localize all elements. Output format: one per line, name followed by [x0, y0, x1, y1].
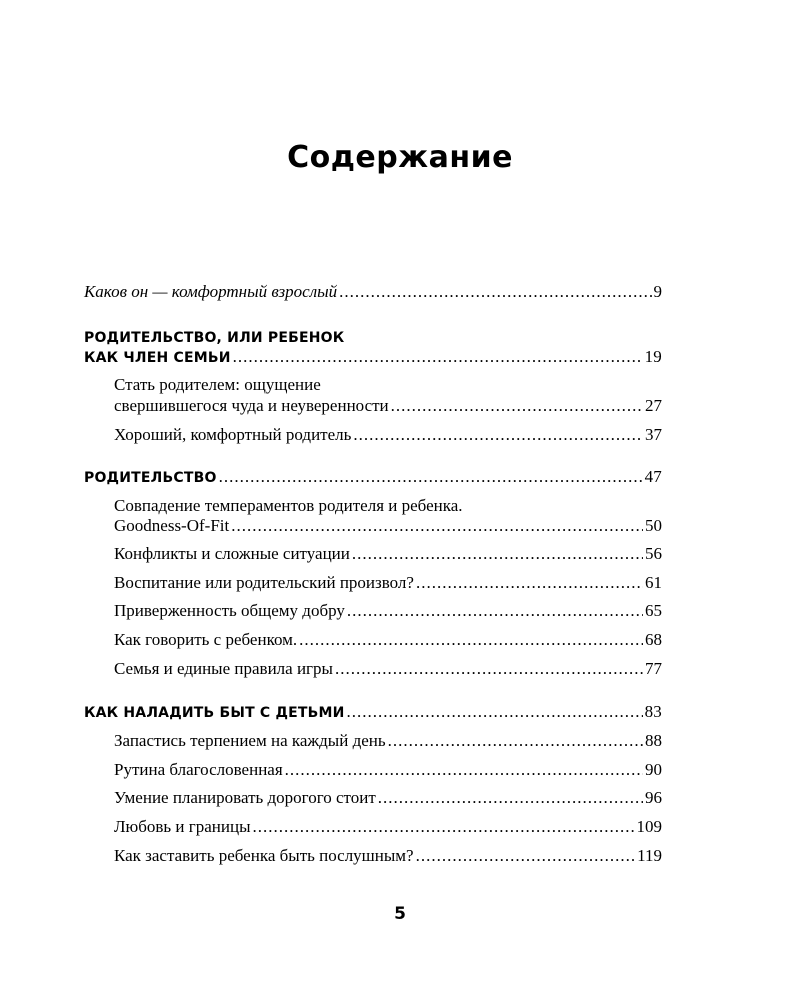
toc-page-number: 37 — [645, 425, 662, 444]
dot-leader — [347, 600, 643, 622]
toc-page-number: 119 — [637, 846, 662, 865]
dot-leader — [285, 759, 643, 781]
dot-leader — [378, 787, 643, 809]
toc-entry-title: Хороший, комфортный родитель — [114, 425, 352, 444]
toc-entry[interactable] — [114, 572, 662, 594]
section-heading-title: РОДИТЕЛЬСТВО — [84, 470, 217, 486]
toc-page-number: 90 — [645, 760, 662, 779]
toc-entry-title: Goodness-Of-Fit — [114, 516, 230, 535]
toc-entry-title: Любовь и границы — [114, 817, 251, 836]
toc-entry-title: Как говорить с ребенком. — [114, 630, 298, 649]
dot-leader — [233, 346, 643, 368]
toc-entry[interactable] — [114, 759, 662, 781]
section-heading-title: КАК НАЛАДИТЬ БЫТ С ДЕТЬМИ — [84, 705, 345, 721]
toc-entry-title: Конфликты и сложные ситуации — [114, 544, 350, 563]
toc-entry-title: Приверженность общему добру — [114, 601, 345, 620]
dot-leader — [231, 515, 643, 537]
toc-entry[interactable] — [114, 658, 662, 680]
toc-entry-title: Как заставить ребенка быть послушным? — [114, 846, 414, 865]
section-heading-parenthood-family[interactable] — [84, 346, 662, 369]
dot-leader — [353, 424, 643, 446]
dot-leader — [219, 466, 643, 488]
toc-entry-line: Стать родителем: ощущение — [114, 375, 321, 394]
toc-page-number: 27 — [645, 396, 662, 415]
dot-leader — [253, 816, 635, 838]
section-heading-parenthood[interactable] — [84, 466, 662, 489]
toc-page-number: 109 — [636, 817, 662, 836]
toc-page-number: 47 — [644, 467, 662, 486]
toc-entry-title: Воспитание или родительский произвол? — [114, 573, 414, 592]
toc-entry[interactable] — [114, 395, 662, 417]
section-heading-household[interactable] — [84, 701, 662, 724]
toc-page-number: 83 — [644, 702, 662, 721]
dot-leader — [347, 701, 643, 723]
toc-page-number: 96 — [645, 788, 662, 807]
toc-entry-title: Умение планировать дорогого стоит — [114, 788, 376, 807]
toc-entry-title: Семья и единые правила игры — [114, 659, 333, 678]
dot-leader — [339, 281, 651, 303]
toc-entry[interactable] — [114, 424, 662, 446]
dot-leader — [416, 572, 643, 594]
toc-entry[interactable] — [114, 816, 662, 838]
toc-entry[interactable] — [114, 730, 662, 752]
toc-entry[interactable] — [114, 515, 662, 537]
toc-entry[interactable] — [114, 845, 662, 867]
toc-entry[interactable] — [114, 543, 662, 565]
section-heading-title: КАК ЧЛЕН СЕМЬИ — [84, 350, 231, 366]
toc-page-number: 68 — [645, 630, 662, 649]
toc-page-number: 77 — [645, 659, 662, 678]
dot-leader — [352, 543, 643, 565]
toc-page-number: 56 — [645, 544, 662, 563]
toc-entry-title: свершившегося чуда и неуверенности — [114, 396, 389, 415]
toc-entry[interactable] — [114, 629, 662, 651]
table-of-contents — [84, 0, 662, 1000]
toc-entry-title: Рутина благословенная — [114, 760, 283, 779]
toc-entry-line: Совпадение темпераментов родителя и ребенка. — [114, 496, 463, 515]
toc-page-number: 9 — [653, 282, 662, 301]
toc-page-number: 19 — [644, 347, 662, 366]
dot-leader — [299, 629, 643, 651]
dot-leader — [416, 845, 636, 867]
dot-leader — [335, 658, 643, 680]
page-title: Содержание — [287, 140, 513, 175]
toc-entry[interactable] — [114, 600, 662, 622]
toc-page-number: 50 — [645, 516, 662, 535]
toc-entry-title: Запастись терпением на каждый день — [114, 731, 386, 750]
toc-entry-intro[interactable] — [84, 281, 662, 303]
toc-entry[interactable] — [114, 787, 662, 809]
toc-page-number: 88 — [645, 731, 662, 750]
section-heading-line: РОДИТЕЛЬСТВО, ИЛИ РЕБЕНОК — [84, 330, 345, 346]
dot-leader — [388, 730, 643, 752]
toc-page-number: 65 — [645, 601, 662, 620]
toc-page-number: 61 — [645, 573, 662, 592]
toc-entry-title: Каков он — комфортный взрослый — [84, 282, 338, 301]
page-number-footer: 5 — [394, 904, 406, 924]
dot-leader — [391, 395, 643, 417]
